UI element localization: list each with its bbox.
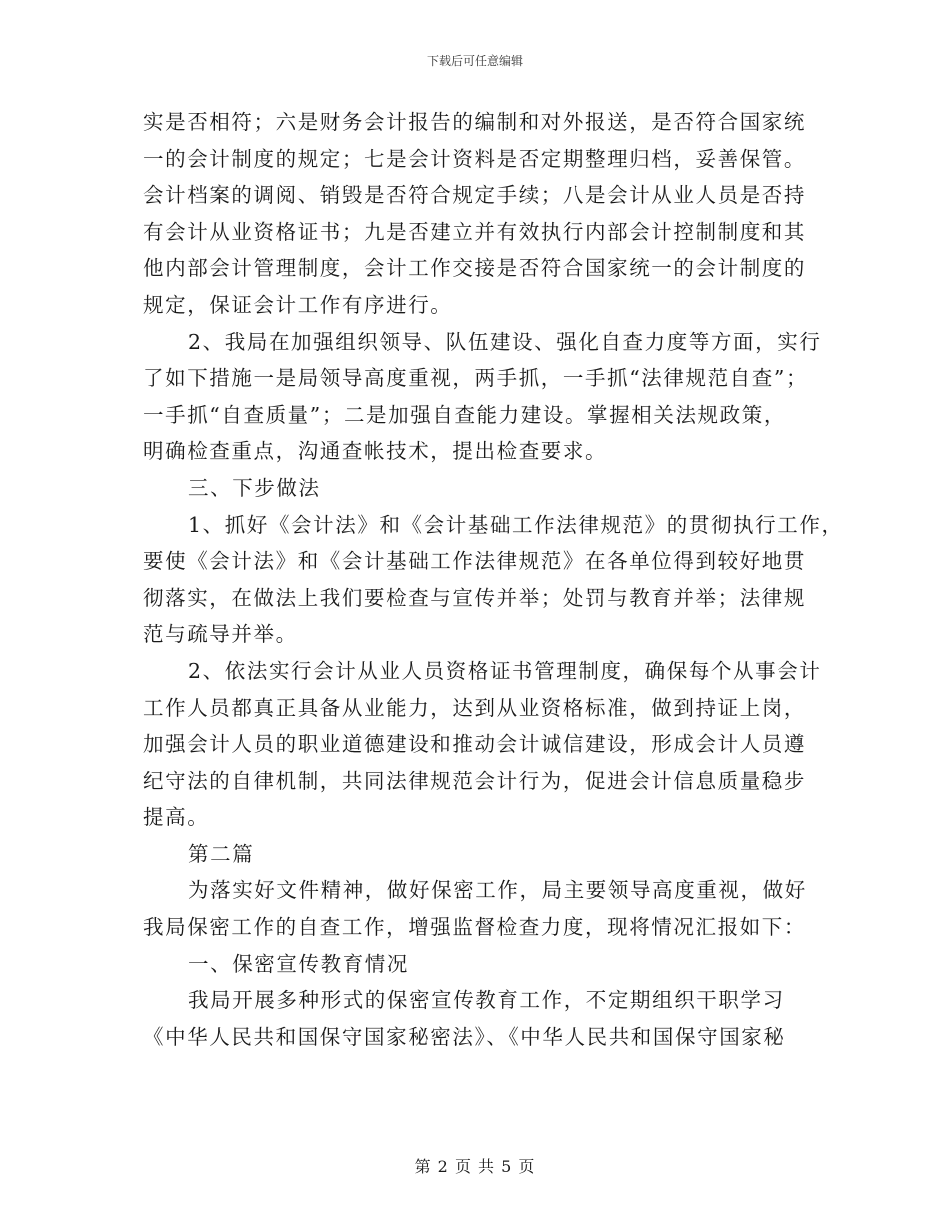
body-line: 了如下措施一是局领导高度重视，两手抓，一手抓“法律规范自查”； <box>143 366 809 391</box>
body-line: 纪守法的自律机制，共同法律规范会计行为，促进会计信息质量稳步 <box>143 768 806 793</box>
paragraph-start: 2、我局在加强组织领导、队伍建设、强化自查力度等方面，实行 <box>188 329 822 354</box>
body-line: 规定，保证会计工作有序进行。 <box>143 292 453 317</box>
paragraph-start: 2、依法实行会计从业人员资格证书管理制度，确保每个从事会计 <box>188 658 822 683</box>
body-line: 明确检查重点，沟通查帐技术，提出检查要求。 <box>143 439 608 464</box>
body-line: 提高。 <box>143 805 210 830</box>
page-number: 第 2 页 共 5 页 <box>414 1157 536 1176</box>
document-body <box>143 104 844 1055</box>
body-line: 彻落实，在做法上我们要检查与宣传并举；处罚与教育并举；法律规 <box>143 585 806 610</box>
section-heading: 第二篇 <box>188 841 255 866</box>
section-heading: 三、下步做法 <box>188 475 321 500</box>
body-line: 他内部会计管理制度，会计工作交接是否符合国家统一的会计制度的 <box>143 256 806 281</box>
body-line: 一的会计制度的规定；七是会计资料是否定期整理归档，妥善保管。 <box>143 146 806 171</box>
paragraph-start: 1、抓好《会计法》和《会计基础工作法律规范》的贯彻执行工作， <box>188 512 844 537</box>
body-line: 实是否相符；六是财务会计报告的编制和对外报送，是否符合国家统 <box>143 110 806 134</box>
page-header: 下载后可任意编辑 <box>426 54 523 68</box>
paragraph-start: 为落实好文件精神，做好保密工作，局主要领导高度重视，做好 <box>188 878 807 903</box>
body-line: 会计档案的调阅、销毁是否符合规定手续；八是会计从业人员是否持 <box>143 183 806 208</box>
body-line: 一手抓“自查质量”；二是加强自查能力建设。掌握相关法规政策， <box>143 402 786 427</box>
body-line: 工作人员都真正具备从业能力，达到从业资格标准，做到持证上岗， <box>143 695 806 720</box>
body-line: 《中华人民共和国保守国家秘密法》、《中华人民共和国保守国家秘 <box>143 1024 786 1049</box>
body-line: 范与疏导并举。 <box>143 622 298 647</box>
body-line: 我局保密工作的自查工作，增强监督检查力度，现将情况汇报如下： <box>143 915 806 940</box>
body-line: 加强会计人员的职业道德建设和推动会计诚信建设，形成会计人员遵 <box>143 732 806 757</box>
section-heading: 一、保密宣传教育情况 <box>188 951 409 976</box>
body-line: 有会计从业资格证书；九是否建立并有效执行内部会计控制制度和其 <box>143 219 806 244</box>
paragraph-start: 我局开展多种形式的保密宣传教育工作，不定期组织干职学习 <box>188 988 785 1013</box>
body-line: 要使《会计法》和《会计基础工作法律规范》在各单位得到较好地贯 <box>143 549 806 574</box>
